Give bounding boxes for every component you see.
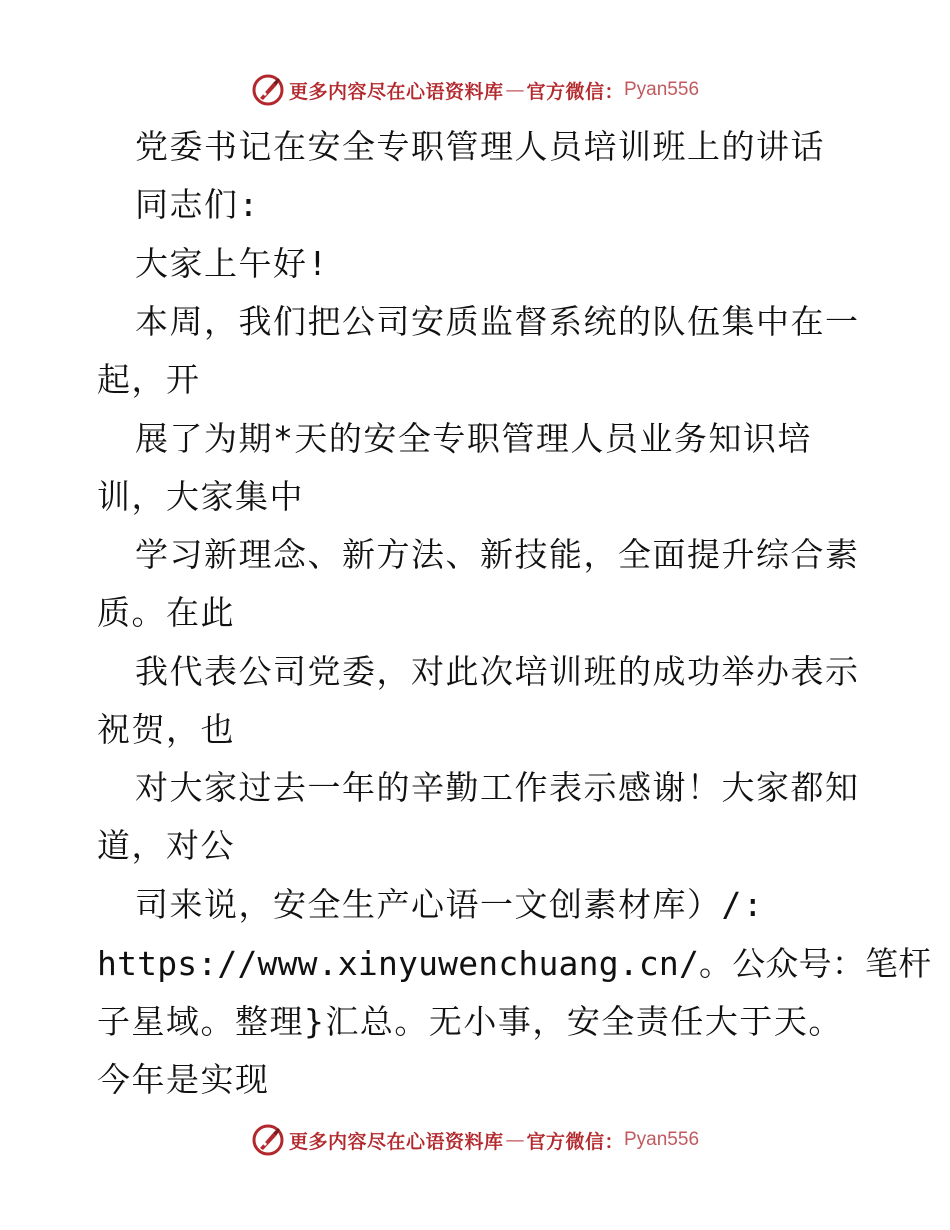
- greeting-line: 大家上午好!: [135, 244, 329, 283]
- banner-wechat-label: 官方微信：: [526, 80, 624, 103]
- document-title: 党委书记在安全专职管理人员培训班上的讲话: [135, 127, 825, 166]
- banner-separator: —: [505, 1129, 525, 1151]
- body-line: 祝贺，也: [97, 710, 235, 749]
- body-line: 我代表公司党委，对此次培训班的成功举办表示: [135, 652, 860, 691]
- salutation-line: 同志们:: [135, 185, 260, 224]
- body-line: 起，开: [97, 360, 201, 399]
- body-line: 子星域。整理}汇总。无小事，安全责任大于天。: [97, 1002, 843, 1041]
- body-line: 今年是实现: [97, 1060, 270, 1099]
- body-line: 展了为期*天的安全专职管理人员业务知识培: [135, 419, 812, 458]
- body-line: 学习新理念、新方法、新技能，全面提升综合素: [135, 535, 860, 574]
- pen-nib-logo-icon: [251, 1123, 285, 1157]
- body-line: 对大家过去一年的辛勤工作表示感谢！大家都知: [135, 768, 860, 807]
- body-line: 质。在此: [97, 593, 235, 632]
- banner-wechat-id: Pyan556: [624, 1129, 700, 1150]
- header-banner: [0, 70, 950, 110]
- banner-wechat-id: Pyan556: [624, 79, 700, 100]
- banner-main-text: 更多内容尽在心语资料库: [288, 80, 504, 103]
- body-line: 道，对公: [97, 826, 235, 865]
- banner-wechat-label: 官方微信：: [526, 1130, 624, 1153]
- body-line: 本周，我们把公司安质监督系统的队伍集中在一: [135, 302, 860, 341]
- body-line: 司来说，安全生产心语一文创素材库）/:: [135, 885, 765, 924]
- banner-separator: —: [505, 79, 525, 101]
- body-line-url: https://www.xinyuwenchuang.cn/。公众号：笔杆: [97, 944, 932, 983]
- body-line: 训，大家集中: [97, 477, 304, 516]
- banner-main-text: 更多内容尽在心语资料库: [288, 1130, 504, 1153]
- footer-banner: [0, 1120, 950, 1160]
- pen-nib-logo-icon: [251, 73, 285, 107]
